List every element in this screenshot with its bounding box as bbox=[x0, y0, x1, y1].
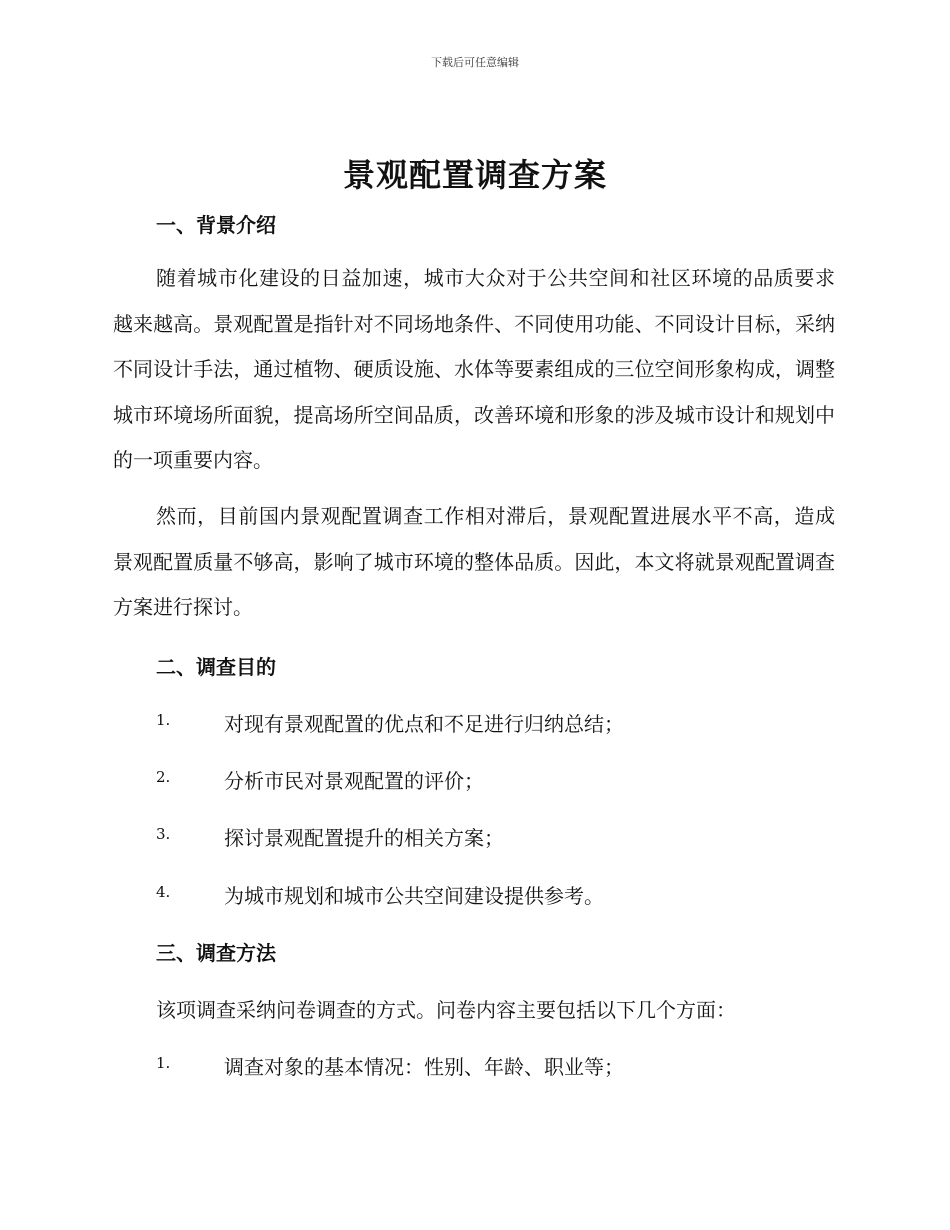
section-heading-purpose: 二、调查目的 bbox=[156, 655, 276, 679]
list-item-number: 3. bbox=[156, 825, 171, 843]
page-header-note: 下载后可任意编辑 bbox=[431, 56, 519, 69]
document-title: 景观配置调查方案 bbox=[342, 156, 607, 194]
list-item-text: 对现有景观配置的优点和不足进行归纳总结； bbox=[224, 712, 624, 736]
list-item-text: 为城市规划和城市公共空间建设提供参考。 bbox=[224, 884, 604, 908]
list-item-text: 分析市民对景观配置的评价； bbox=[224, 769, 484, 793]
background-paragraph-2: 然而，目前国内景观配置调查工作相对滞后，景观配置进展水平不高，造成景观配置质量不够高，影响了城市环境的整体品质。因此，本文将就景观配置调查方案进行探讨。 bbox=[113, 504, 835, 619]
method-intro: 该项调查采纳问卷调查的方式。问卷内容主要包括以下几个方面： bbox=[156, 998, 736, 1022]
list-item-number: 4. bbox=[156, 883, 171, 901]
section-heading-method: 三、调查方法 bbox=[156, 941, 276, 965]
background-paragraph-1: 随着城市化建设的日益加速，城市大众对于公共空间和社区环境的品质要求越来越高。景观配置是指针对不同场地条件、不同使用功能、不同设计目标，采纳不同设计手法，通过植物、硬质设施、水体等要素组成的三位空间形象构成，调整城市环境场所面貌，提高场所空间品质，改善环境和形象的涉及城市设计和规划中的一项重要内容。 bbox=[113, 266, 835, 472]
list-item-number: 1. bbox=[156, 711, 171, 729]
list-item-number: 1. bbox=[156, 1054, 171, 1072]
list-item-text: 探讨景观配置提升的相关方案； bbox=[224, 826, 504, 850]
list-item-text: 调查对象的基本情况：性别、年龄、职业等； bbox=[224, 1055, 624, 1079]
section-heading-background: 一、背景介绍 bbox=[156, 213, 276, 237]
list-item-number: 2. bbox=[156, 768, 171, 786]
